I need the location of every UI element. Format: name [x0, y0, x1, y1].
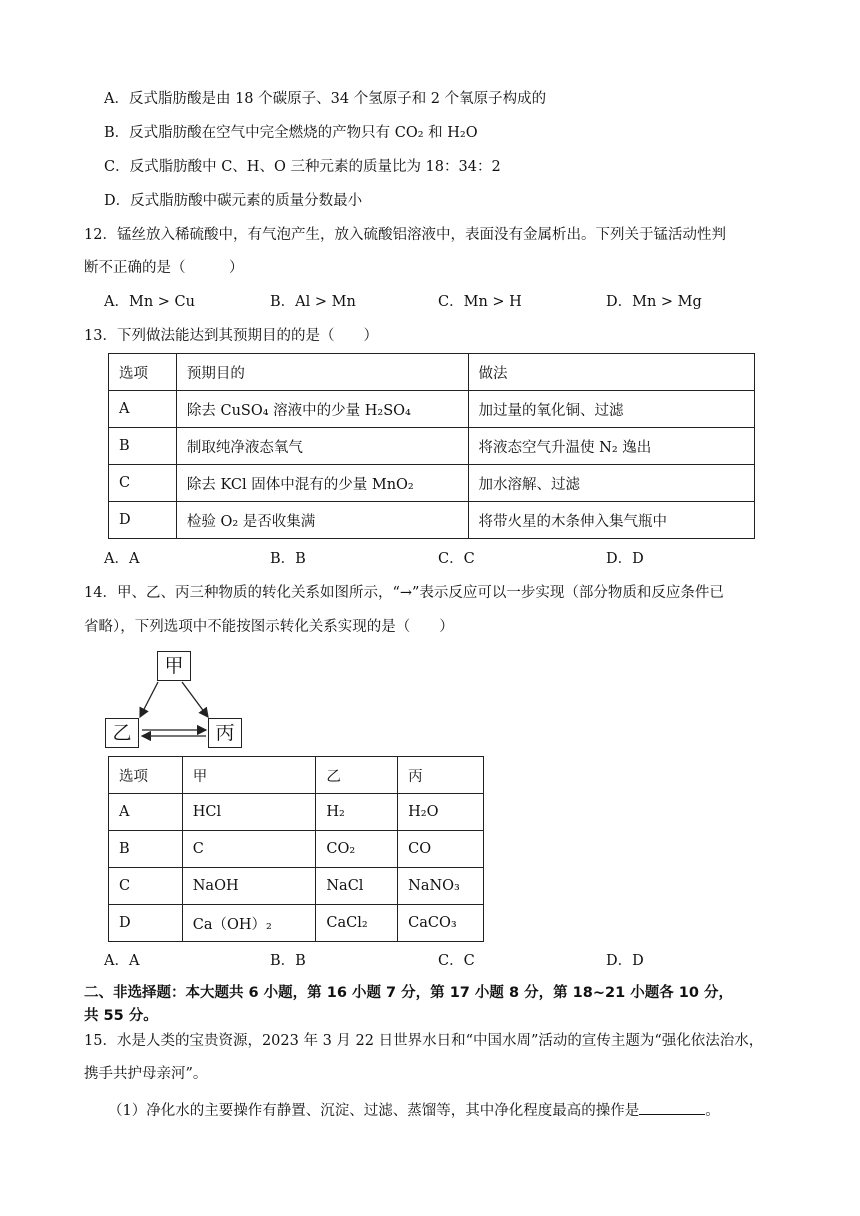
q14-cell: H₂ [316, 794, 398, 831]
q13-choices [104, 549, 724, 569]
table-row [109, 391, 755, 428]
q13-cell: 除去 CuSO₄ 溶液中的少量 H₂SO₄ [176, 391, 468, 428]
arrow-jia-to-bing [182, 682, 208, 717]
q14-cell: CaCl₂ [316, 905, 398, 942]
q13-choice-b[interactable]: B．B [270, 551, 306, 567]
q12-choices [104, 292, 724, 312]
q14-stem-line1: 14．甲、乙、丙三种物质的转化关系如图所示，“→”表示反应可以一步实现（部分物质和反应条件已 [84, 585, 724, 601]
q13-choice-d[interactable]: D．D [606, 551, 644, 567]
q14-header-option: 选项 [109, 757, 183, 794]
table-row [109, 831, 484, 868]
diagram-arrows [100, 640, 260, 760]
q12-stem-line1: 12．锰丝放入稀硫酸中，有气泡产生，放入硫酸铝溶液中，表面没有金属析出。下列关于锰活动性判 [84, 227, 726, 243]
q14-cell: B [109, 831, 183, 868]
q13-cell: D [109, 502, 177, 539]
q14-cell: CO [398, 831, 484, 868]
q14-cell: CO₂ [316, 831, 398, 868]
q13-choice-c[interactable]: C．C [438, 551, 475, 567]
q13-cell: 加水溶解、过滤 [468, 465, 754, 502]
q15-sub1-text: （1）净化水的主要操作有静置、沉淀、过滤、蒸馏等，其中净化程度最高的操作是 [108, 1103, 640, 1119]
q13-cell: 除去 KCl 固体中混有的少量 MnO₂ [176, 465, 468, 502]
q15-stem-line2: 携手共护母亲河”。 [84, 1066, 208, 1082]
q15-stem-line1: 15．水是人类的宝贵资源，2023 年 3 月 22 日世界水日和“中国水周”活动的宣传主题为“强化依法治水， [84, 1033, 764, 1049]
q14-cell: NaCl [316, 868, 398, 905]
section2-heading-line2: 共 55 分。 [84, 1008, 158, 1024]
q13-cell: 加过量的氧化铜、过滤 [468, 391, 754, 428]
q14-header-jia: 甲 [182, 757, 316, 794]
q13-cell: C [109, 465, 177, 502]
q12-stem-line2: 断不正确的是（ ） [84, 260, 244, 276]
q14-stem-line2: 省略），下列选项中不能按图示转化关系实现的是（ ） [84, 619, 454, 635]
q14-cell: Ca（OH）₂ [182, 905, 316, 942]
arrow-jia-to-yi [140, 682, 158, 717]
q14-cell: C [182, 831, 316, 868]
q11-option-a: A．反式脂肪酸是由 18 个碳原子、34 个氢原子和 2 个氧原子构成的 [104, 91, 547, 107]
q12-choice-b[interactable]: B．Al > Mn [270, 294, 356, 310]
q14-choices [104, 951, 724, 971]
q14-cell: D [109, 905, 183, 942]
q13-header-purpose: 预期目的 [176, 354, 468, 391]
q14-cell: A [109, 794, 183, 831]
q11-option-c: C．反式脂肪酸中 C、H、O 三种元素的质量比为 18：34：2 [104, 159, 501, 175]
q13-table-header [109, 354, 755, 391]
q13-cell: 将带火星的木条伸入集气瓶中 [468, 502, 754, 539]
q14-header-yi: 乙 [316, 757, 398, 794]
table-row [109, 868, 484, 905]
q12-choice-c[interactable]: C．Mn > H [438, 294, 522, 310]
q11-option-d: D．反式脂肪酸中碳元素的质量分数最小 [104, 193, 363, 209]
q13-cell: A [109, 391, 177, 428]
q14-choice-b[interactable]: B．B [270, 953, 306, 969]
q13-header-option: 选项 [109, 354, 177, 391]
q13-cell: 检验 O₂ 是否收集满 [176, 502, 468, 539]
table-row [109, 502, 755, 539]
q14-cell: NaOH [182, 868, 316, 905]
q14-table [108, 756, 484, 942]
q13-cell: B [109, 428, 177, 465]
q14-cell: CaCO₃ [398, 905, 484, 942]
q13-table [108, 353, 755, 539]
q13-header-method: 做法 [468, 354, 754, 391]
q14-choice-d[interactable]: D．D [606, 953, 644, 969]
q13-choice-a[interactable]: A．A [104, 551, 140, 567]
q14-cell: C [109, 868, 183, 905]
q14-choice-a[interactable]: A．A [104, 953, 140, 969]
q15-sub1-end: 。 [705, 1103, 720, 1119]
q13-cell: 将液态空气升温使 N₂ 逸出 [468, 428, 754, 465]
q14-header-bing: 丙 [398, 757, 484, 794]
table-row [109, 794, 484, 831]
table-row [109, 905, 484, 942]
q13-stem: 13．下列做法能达到其预期目的的是（ ） [84, 328, 378, 344]
q14-cell: HCl [182, 794, 316, 831]
q12-choice-a[interactable]: A．Mn > Cu [104, 294, 195, 310]
diagram-node-bing: 丙 [208, 718, 242, 748]
table-row [109, 465, 755, 502]
diagram-node-jia: 甲 [157, 651, 191, 681]
table-row [109, 428, 755, 465]
q15-sub1-answer-blank[interactable] [639, 1099, 705, 1115]
q14-choice-c[interactable]: C．C [438, 953, 475, 969]
q11-option-b: B．反式脂肪酸在空气中完全燃烧的产物只有 CO₂ 和 H₂O [104, 125, 478, 141]
q14-cell: H₂O [398, 794, 484, 831]
diagram-node-yi: 乙 [105, 718, 139, 748]
q13-cell: 制取纯净液态氧气 [176, 428, 468, 465]
q15-subquestion-1 [108, 1099, 720, 1121]
q12-choice-d[interactable]: D．Mn > Mg [606, 294, 702, 310]
q14-cell: NaNO₃ [398, 868, 484, 905]
section2-heading-line1: 二、非选择题：本大题共 6 小题，第 16 小题 7 分，第 17 小题 8 分，第 18~21 小题各 10 分， [84, 985, 733, 1001]
q14-table-header [109, 757, 484, 794]
